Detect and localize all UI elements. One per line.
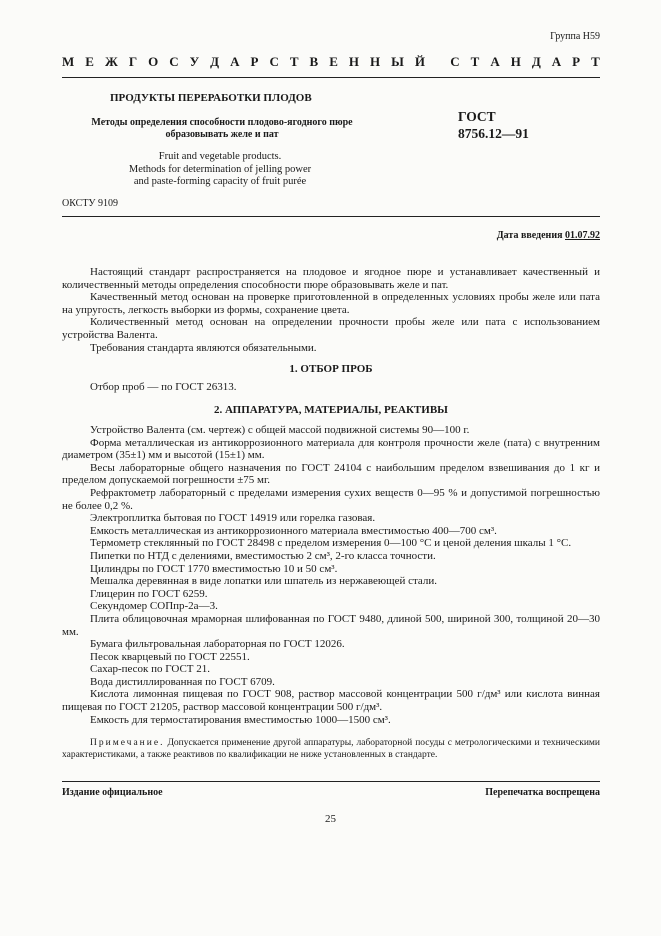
gost-number: 8756.12—91 [458,126,529,141]
banner-letter: Р [572,54,581,69]
banner-letter: А [551,54,562,69]
banner-letter: Ж [104,54,118,69]
list-item: Цилиндры по ГОСТ 1770 вместимостью 10 и 50 см³. [90,562,338,575]
list-item: Кислота лимонная пищевая по ГОСТ 908, раствор массовой концентрации 500 г/дм³ или кислота винная пищевая по ГОСТ 21205, раствор массовой концентрации 500 г/дм³. [62,688,600,714]
english-title-line: Methods for determination of jelling power [128,163,312,175]
list-item: Термометр стеклянный по ГОСТ 28498 с пределом измерения 0—100 °С и ценой деления шкалы 1 °С. [90,537,572,550]
banner-letter: Н [510,54,521,69]
header-rule [62,77,600,78]
gost-designation [458,108,529,142]
document-title: ПРОДУКТЫ ПЕРЕРАБОТКИ ПЛОДОВ [110,92,312,104]
banner-letter: Д [210,54,220,69]
paragraph: Настоящий стандарт распространяется на плодовое и ягодное пюре и устанавливает качественный и количественный методы определения способности пюре образовывать желе и пат. [62,266,600,291]
banner-letter: С [269,54,279,69]
banner-letter: А [490,54,500,69]
banner-letter: Т [591,54,600,69]
list-item: Емкость для термостатирования вместимостью 1000—1500 см³. [90,713,391,726]
banner-letter: С [169,54,179,69]
banner-letter: Й [414,54,425,69]
document-subtitle: Методы определения способности плодово-ягодного пюре образовывать желе и пат [91,117,353,140]
section-1-heading: 1. ОТБОР ПРОБ [289,363,373,375]
list-item: Пипетки по НТД с делениями, вместимостью 2 см³, 2-го класса точности. [90,549,436,562]
list-item: Емкость металлическая из антикоррозионного материала вместимостью 400—700 см³. [90,524,497,537]
list-item: Бумага фильтровальная лабораторная по ГОСТ 12026. [90,638,345,651]
list-item: Форма металлическая из антикоррозионного материала для контроля прочности желе (пата) с внутренним диаметром (35±1) мм и высотой (15±1) мм. [62,436,600,462]
banner-letter: Т [289,54,299,69]
list-item: Весы лабораторные общего назначения по ГОСТ 24104 с наибольшим пределом взвешивания до 1 кг и пределом допускаемой погрешности ±75 мг. [62,461,600,487]
english-title-line: and paste-forming capacity of fruit purée [133,176,307,187]
list-item: Мешалка деревянная в виде лопатки или шпатель из нержавеющей стали. [90,575,438,588]
banner-letter: Н [348,54,359,69]
banner-letter: М [62,54,75,69]
list-item: Секундомер СОПпр-2а—3. [90,600,218,613]
banner-letter: А [230,54,240,69]
section-2-heading: 2. АППАРАТУРА, МАТЕРИАЛЫ, РЕАКТИВЫ [214,404,448,416]
effective-date [497,230,600,241]
banner-letter: Ы [391,54,404,69]
list-item: Вода дистиллированная по ГОСТ 6709. [90,675,275,688]
note-label: Примечание. [90,738,165,748]
section-1-text [62,381,600,394]
reprint-prohibited: Перепечатка воспрещена [485,787,600,798]
banner-letter: У [189,54,200,69]
banner-letter: С [450,54,460,69]
banner-letter: Т [470,54,480,69]
english-title-line: Fruit and vegetable products. [158,151,282,162]
official-edition: Издание официальное [62,787,163,798]
okstu-rule [62,216,600,217]
date-label: Дата введения [496,230,565,241]
intro-text [62,266,600,354]
list-item: Глицерин по ГОСТ 6259. [90,587,208,600]
list-item: Электроплитка бытовая по ГОСТ 14919 или горелка газовая. [90,512,376,525]
note-text: Допускается применение другой аппаратуры, лабораторной посуды с метрологическими и техническими характеристиками, а также реактивов по квалификации не ниже установленных в стандарте. [62,738,600,760]
banner-letter: Е [85,54,94,69]
banner-letter: Р [250,54,259,69]
paragraph: Качественный метод основан на проверке приготовленной в определенных условиях пробы желе или пата на упругость, легкость выборки из формы, сохранение цвета. [62,291,600,316]
date-value: 01.07.92 [565,230,600,241]
banner-letter: Е [329,54,338,69]
list-item: Песок кварцевый по ГОСТ 22551. [90,650,250,663]
page-number: 25 [325,813,336,825]
list-item: Сахар-песок по ГОСТ 21. [90,663,210,676]
paragraph: Требования стандарта являются обязательными. [90,341,317,354]
banner-gap [436,54,439,70]
banner-letter: О [148,54,159,69]
list-item: Плита облицовочная мраморная шлифованная по ГОСТ 9480, длиной 500, шириной 300, толщиной 20—30 мм. [62,612,600,638]
banner-letter: Г [128,54,138,69]
footer-rule [62,781,600,782]
group-code: Группа Н59 [550,31,600,42]
note [62,738,600,761]
paragraph: Количественный метод основан на определении прочности пробы желе или пата с использованием устройства Валента. [62,316,600,341]
banner-letter: Д [531,54,541,69]
standard-banner [62,54,600,70]
section-2-list [62,424,600,726]
banner-letter: Н [369,54,381,69]
okstu-code: ОКСТУ 9109 [62,198,119,209]
list-item: Устройство Валента (см. чертеж) с общей массой подвижной системы 90—100 г. [90,424,470,436]
gost-label: ГОСТ [458,109,496,124]
english-title [100,151,340,189]
list-item: Рефрактометр лабораторный с пределами измерения сухих веществ 0—95 % и допустимой погрешностью не более 0,2 %. [62,486,600,512]
paragraph: Отбор проб — по ГОСТ 26313. [90,381,237,393]
banner-letter: В [309,54,319,69]
